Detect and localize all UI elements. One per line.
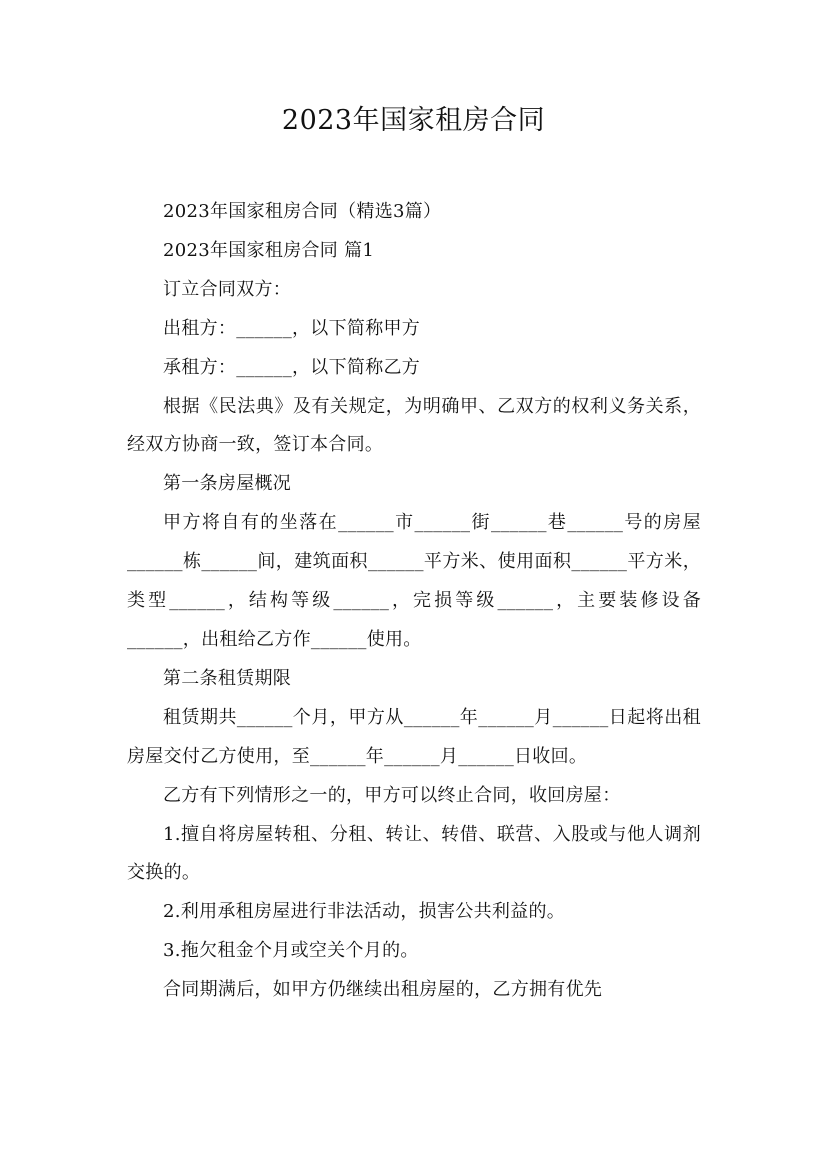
clause-heading-1: 第一条房屋概况 [163,473,292,495]
paragraph-property-details: 甲方将自有的坐落在______市______街______巷______号的房屋______栋______间，建筑面积______平方米、使用面积______平方米，类型______，结构等级______，完损等级______，主要装修设备______，出租给乙方作______使用。 [127,512,701,650]
paragraph-basis: 根据《民法典》及有关规定，为明确甲、乙双方的权利义务关系，经双方协商一致，签订本合同。 [127,395,701,456]
paragraph-parties-intro: 订立合同双方： [163,278,292,300]
paragraph-lessee: 承租方：______，以下简称乙方 [163,356,421,378]
clause-heading-2: 第二条租赁期限 [163,667,292,689]
paragraph-subtitle: 2023年国家租房合同（精选3篇） [163,201,442,222]
paragraph-renewal: 合同期满后，如甲方仍继续出租房屋的，乙方拥有优先 [163,979,603,1001]
paragraph-lessor: 出租方：______，以下简称甲方 [163,317,421,339]
paragraph-termination-intro: 乙方有下列情形之一的，甲方可以终止合同，收回房屋： [163,784,621,806]
document-title: 2023年国家租房合同 [281,105,546,136]
list-item-3: 3.拖欠租金个月或空关个月的。 [163,940,419,962]
paragraph-section-heading: 2023年国家租房合同 篇1 [163,239,375,261]
list-item-1: 1.擅自将房屋转租、分租、转让、转借、联营、入股或与他人调剂交换的。 [127,823,701,884]
list-item-2: 2.利用承租房屋进行非法活动，损害公共利益的。 [163,901,566,923]
paragraph-lease-term: 租赁期共______个月，甲方从______年______月______日起将出租房屋交付乙方使用，至______年______月______日收回。 [127,706,701,767]
document-body [127,193,701,1010]
